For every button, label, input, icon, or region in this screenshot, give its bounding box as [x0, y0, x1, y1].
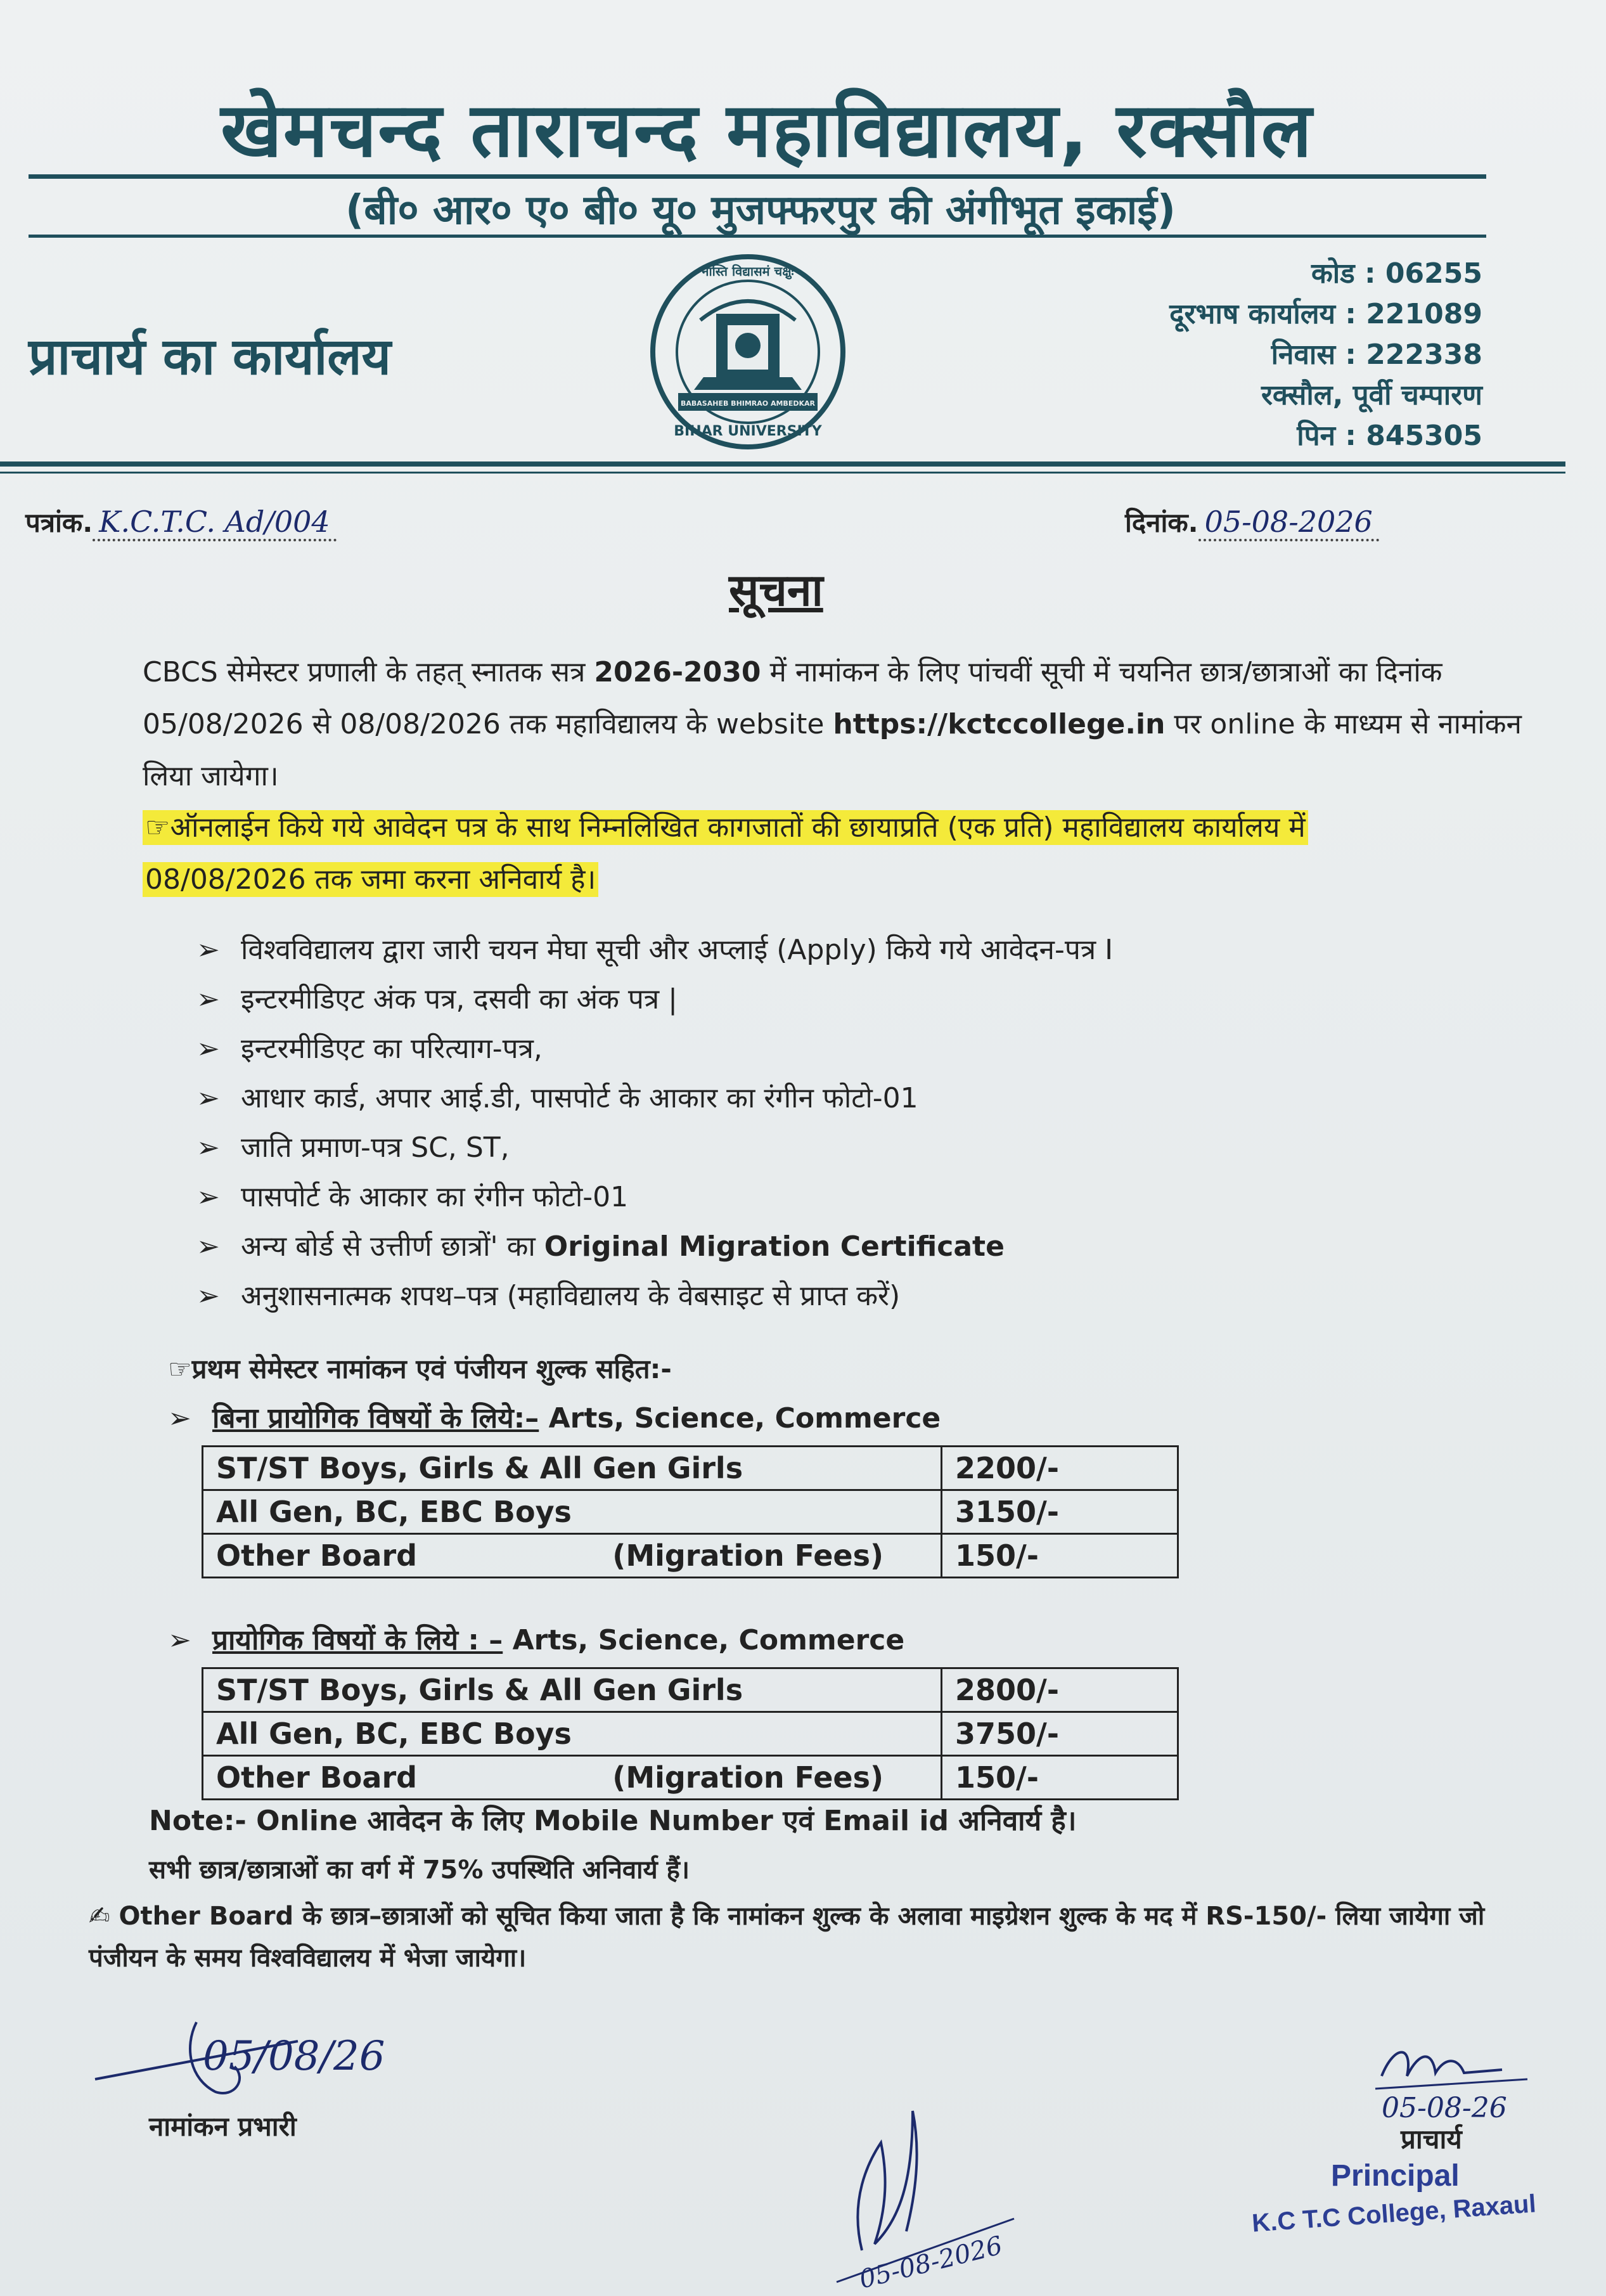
from-date: 05/08/2026: [143, 708, 304, 740]
fee-amount: 150/-: [942, 1756, 1178, 1800]
fee-note: (Migration Fees): [612, 1538, 883, 1573]
document-item: [196, 975, 1113, 1024]
seal-mid-text: BABASAHEB BHIMRAO AMBEDKAR: [681, 399, 815, 408]
fee-note: (Migration Fees): [612, 1760, 883, 1795]
admission-incharge-signature: [89, 1997, 444, 2098]
principal-hindi-label: प्राचार्य: [1401, 2124, 1462, 2155]
document-item: [196, 1222, 1113, 1272]
fee-category: All Gen, BC, EBC Boys: [203, 1490, 942, 1534]
document-text: विश्वविद्यालय द्वारा जारी चयन मेघा सूची और अप्लाई (Apply) किये गये आवेदन-पत्र I: [241, 934, 1114, 966]
notice-date: दिनांक. 05-08-2026: [1125, 504, 1379, 540]
fee-category: Other Board (Migration Fees): [203, 1534, 942, 1578]
document-text: अनुशासनात्मक शपथ–पत्र (महाविद्यालय के वेबसाइट से प्राप्त करें): [241, 1280, 901, 1312]
intro-text-2: में नामांकन के लिए पांचवीं सूची में चयनित छात्र/छात्राओं का दिनांक: [761, 656, 1442, 688]
fee-amount: 3750/-: [942, 1712, 1178, 1756]
arrow-bullet-icon: ➢: [168, 1624, 191, 1656]
arrow-bullet-icon: ➢: [196, 1082, 220, 1114]
migration-certificate-text: Original Migration Certificate: [544, 1230, 1005, 1263]
highlight-text: ☞ऑनलाईन किये गये आवेदन पत्र के साथ निम्नलिखित कागजातों की छायाप्रति (एक प्रति) महाविद्यालय कार्यालय में 08/08/2026 तक जमा करना अनिवार्य है।: [143, 810, 1308, 897]
table-row: [203, 1756, 1178, 1800]
principal-office-title: प्राचार्य का कार्यालय: [29, 327, 391, 386]
practical-streams: Arts, Science, Commerce: [503, 1624, 905, 1656]
document-text: इन्टरमीडिएट अंक पत्र, दसवी का अंक पत्र |: [241, 983, 678, 1016]
affiliation-text: (बी० आर० ए० बी० यू० मुजफ्फरपुर की अंगीभूत इकाई): [345, 187, 1176, 234]
arrow-bullet-icon: ➢: [196, 1033, 220, 1065]
online-note: Note:- Online आवेदन के लिए Mobile Number एवं Email id अनिवार्य है।: [149, 1805, 1077, 1837]
document-item: [196, 1272, 1113, 1321]
principal-signature: [1363, 2038, 1578, 2120]
to-date: 08/08/2026: [340, 708, 501, 740]
document-text: पासपोर्ट के आकार का रंगीन फोटो-01: [241, 1181, 629, 1213]
document-item: [196, 925, 1113, 975]
highlighted-instruction: [143, 802, 1366, 906]
attendance-note: सभी छात्र/छात्राओं का वर्ग में 75% उपस्थिति अनिवार्य हैं।: [149, 1855, 690, 1885]
notice-heading: सूचना: [729, 564, 823, 616]
document-text: इन्टरमीडिएट का परित्याग-पत्र,: [241, 1033, 543, 1065]
date-label: दिनांक: [1125, 507, 1188, 538]
website-link[interactable]: https://kctccollege.in: [833, 708, 1166, 740]
principal-stamp-title: Principal: [1331, 2159, 1460, 2193]
non-practical-label: बिना प्रायोगिक विषयों के लिये:–: [212, 1402, 539, 1435]
fee-category: All Gen, BC, EBC Boys: [203, 1712, 942, 1756]
fee-category: ST/ST Boys, Girls & All Gen Girls: [203, 1447, 942, 1490]
notice-paragraph: [143, 647, 1524, 803]
practical-heading: [168, 1620, 904, 1658]
fee-category: ST/ST Boys, Girls & All Gen Girls: [203, 1668, 942, 1712]
reference-label: पत्रांक: [25, 507, 83, 538]
arrow-bullet-icon: ➢: [196, 1181, 220, 1213]
document-text: आधार कार्ड, अपार आई.डी, पासपोर्ट के आकार का रंगीन फोटो-01: [241, 1082, 918, 1114]
required-documents-list: [196, 925, 1113, 1321]
practical-fee-table: [202, 1667, 1179, 1800]
arrow-bullet-icon: ➢: [196, 1230, 220, 1263]
table-row: [203, 1534, 1178, 1578]
fee-amount: 3150/-: [942, 1490, 1178, 1534]
fee-amount: 150/-: [942, 1534, 1178, 1578]
document-item: [196, 1074, 1113, 1123]
arrow-bullet-icon: ➢: [196, 1280, 220, 1312]
admission-incharge-label: नामांकन प्रभारी: [149, 2111, 297, 2142]
date-value: 05-08-2026: [1198, 505, 1379, 541]
intro-text-1: CBCS सेमेस्टर प्रणाली के तहत् स्नातक सत्र: [143, 656, 594, 688]
principal-signature-date: 05-08-26: [1382, 2092, 1507, 2120]
session-years: 2026-2030: [594, 656, 761, 688]
seal-top-text: नास्ति विद्यासमं चक्षुः: [702, 264, 794, 279]
table-row: [203, 1712, 1178, 1756]
document-text: अन्य बोर्ड से उत्तीर्ण छात्रों' का: [241, 1230, 544, 1263]
table-row: [203, 1668, 1178, 1712]
header-rule-bottom-thin: [0, 472, 1565, 474]
arrow-bullet-icon: ➢: [196, 1132, 220, 1164]
middle-signature-date: 05-08-2026: [856, 2231, 1006, 2295]
fee-amount: 2200/-: [942, 1447, 1178, 1490]
arrow-bullet-icon: ➢: [168, 1402, 191, 1435]
principal-stamp-college: K.C T.C College, Raxaul: [1250, 2190, 1537, 2238]
university-seal-icon: [646, 250, 849, 453]
arrow-bullet-icon: ➢: [196, 983, 220, 1016]
document-text: जाति प्रमाण-पत्र SC, ST,: [241, 1132, 510, 1164]
office-phone: दूरभाष कार्यालय : 221089: [1169, 298, 1482, 330]
residence-phone: निवास : 222338: [1271, 339, 1482, 371]
non-practical-heading: [168, 1398, 941, 1436]
reference-number: पत्रांक. K.C.T.C. Ad/004: [25, 504, 337, 540]
document-item: [196, 1173, 1113, 1222]
college-name: खेमचन्द ताराचन्द महाविद्यालय, रक्सौल: [221, 86, 1313, 174]
fee-amount: 2800/-: [942, 1668, 1178, 1712]
intro-text-5: पर online के माध्यम से नामांकन लिया जायेगा।: [143, 708, 1522, 792]
fee-intro: ☞प्रथम सेमेस्टर नामांकन एवं पंजीयन शुल्क सहित:-: [168, 1353, 672, 1384]
header-rule-top: [29, 174, 1486, 179]
contact-block: [1169, 254, 1482, 456]
document-item: [196, 1024, 1113, 1074]
practical-label: प्रायोगिक विषयों के लिये : –: [212, 1624, 503, 1656]
seal-bottom-text: BIHAR UNIVERSITY: [674, 423, 822, 439]
address: रक्सौल, पूर्वी चम्पारण: [1261, 379, 1482, 411]
table-row: [203, 1490, 1178, 1534]
fee-category: Other Board (Migration Fees): [203, 1756, 942, 1800]
arrow-bullet-icon: ➢: [196, 934, 220, 966]
intro-text-3: से: [303, 708, 340, 740]
non-practical-streams: Arts, Science, Commerce: [539, 1402, 941, 1435]
other-board-note: ✍ Other Board के छात्र–छात्राओं को सूचित किया जाता है कि नामांकन शुल्क के अलावा माइग्रेशन शुल्क के मद में RS-150/- लिया जायेगा जो पंजीयन के समय विश्वविद्यालय में भेजा जायेगा।: [89, 1902, 1485, 1973]
pin-code: पिन : 845305: [1297, 420, 1482, 452]
reference-value: K.C.T.C. Ad/004: [93, 505, 336, 541]
table-row: [203, 1447, 1178, 1490]
intro-text-4: तक महाविद्यालय के website: [500, 708, 833, 740]
middle-signature: [824, 2105, 1065, 2295]
header-rule-bottom: [0, 461, 1565, 467]
college-code: कोड : 06255: [1311, 257, 1482, 290]
non-practical-fee-table: [202, 1445, 1179, 1578]
header-rule-mid: [29, 235, 1486, 238]
document-item: [196, 1123, 1113, 1173]
left-signature-date: 05/08/26: [203, 2033, 385, 2080]
